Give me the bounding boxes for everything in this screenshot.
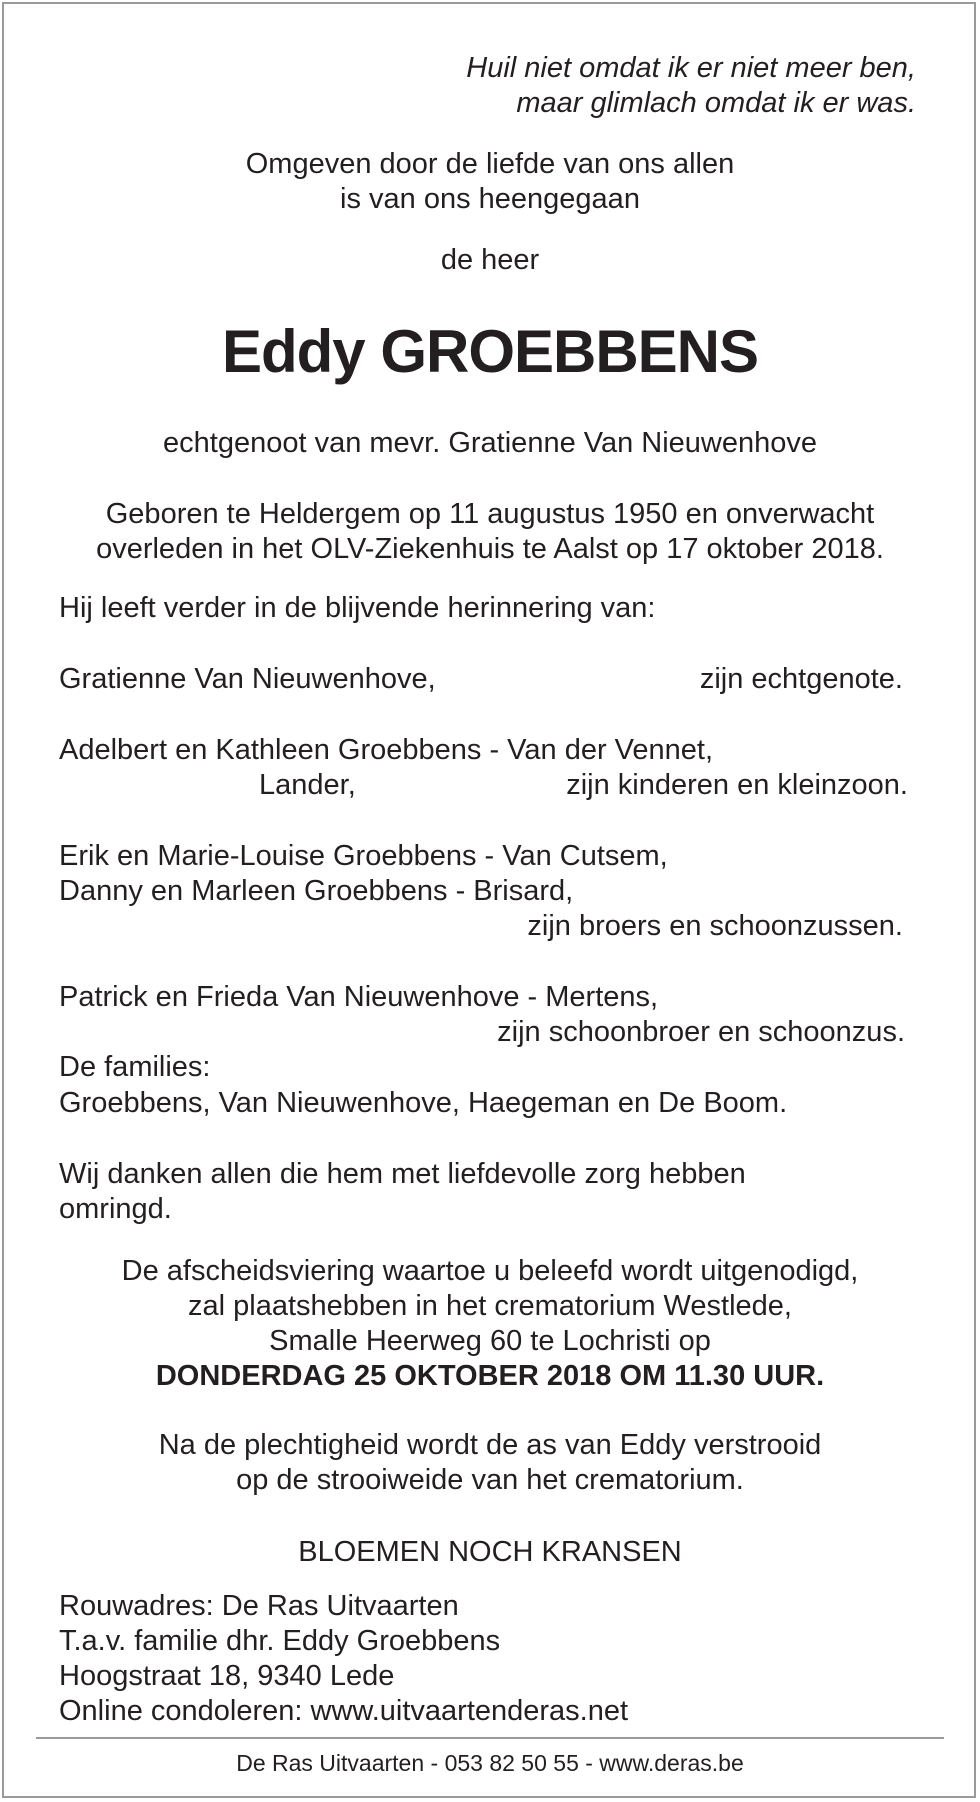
address-line-3: Hoogstraat 18, 9340 Lede <box>59 1660 395 1692</box>
spouse-role: zijn echtgenote. <box>699 663 903 695</box>
inlaws-line: Patrick en Frieda Van Nieuwenhove - Mertens, <box>59 981 659 1013</box>
families-label: De families: <box>59 1051 211 1083</box>
died-line: overleden in het OLV-Ziekenhuis te Aalst op 17 oktober 2018. <box>96 533 884 565</box>
brothers-role: zijn broers en schoonzussen. <box>527 910 903 942</box>
ashes-line-2: op de strooiweide van het crematorium. <box>236 1464 744 1496</box>
children-role: zijn kinderen en kleinzoon. <box>566 769 908 801</box>
spouse-name: Gratienne Van Nieuwenhove, <box>59 663 436 695</box>
intro-line-1: Omgeven door de liefde van ons allen <box>245 148 735 180</box>
ceremony-line-1: De afscheidsviering waartoe u beleefd wordt uitgenodigd, <box>121 1255 859 1287</box>
address-line-1: Rouwadres: De Ras Uitvaarten <box>59 1590 459 1622</box>
inlaws-role: zijn schoonbroer en schoonzus. <box>497 1016 905 1048</box>
address-line-2: T.a.v. familie dhr. Eddy Groebbens <box>59 1625 501 1657</box>
mourners-intro: Hij leeft verder in de blijvende herinnering van: <box>59 592 656 624</box>
address-line-4: Online condoleren: www.uitvaartenderas.net <box>59 1695 629 1727</box>
title-line: de heer <box>440 244 540 276</box>
ceremony-datetime: DONDERDAG 25 OKTOBER 2018 OM 11.30 UUR. <box>155 1360 825 1392</box>
brother-line-1: Erik en Marie-Louise Groebbens - Van Cutsem, <box>59 840 668 872</box>
thanks-line-1: Wij danken allen die hem met liefdevolle zorg hebben <box>59 1158 746 1190</box>
flowers-notice: BLOEMEN NOCH KRANSEN <box>298 1536 682 1568</box>
epitaph-line-2: maar glimlach omdat ik er was. <box>516 87 916 119</box>
deceased-name: Eddy GROEBBENS <box>221 318 759 385</box>
children-line: Adelbert en Kathleen Groebbens - Van der Vennet, <box>59 734 714 766</box>
grandchild-name: Lander, <box>259 769 356 801</box>
ashes-line-1: Na de plechtigheid wordt de as van Eddy verstrooid <box>158 1429 822 1461</box>
thanks-line-2: omringd. <box>59 1193 172 1225</box>
footer: De Ras Uitvaarten - 053 82 50 55 - www.deras.be <box>236 1750 744 1776</box>
ceremony-line-2: zal plaatshebben in het crematorium Westlede, <box>188 1290 792 1322</box>
footer-divider <box>36 1737 944 1739</box>
born-line: Geboren te Heldergem op 11 augustus 1950 en onverwacht <box>105 498 875 530</box>
brother-line-2: Danny en Marleen Groebbens - Brisard, <box>59 875 574 907</box>
families-list: Groebbens, Van Nieuwenhove, Haegeman en De Boom. <box>59 1087 788 1119</box>
epitaph-line-1: Huil niet omdat ik er niet meer ben, <box>466 52 916 84</box>
ceremony-line-3: Smalle Heerweg 60 te Lochristi op <box>269 1325 711 1357</box>
spouse-line: echtgenoot van mevr. Gratienne Van Nieuwenhove <box>163 427 817 459</box>
intro-line-2: is van ons heengegaan <box>340 183 640 215</box>
